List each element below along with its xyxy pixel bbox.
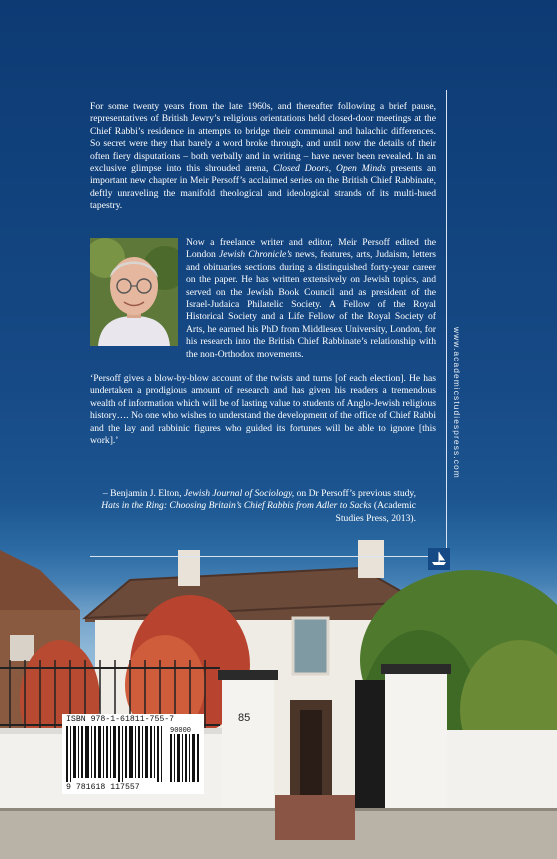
author-portrait <box>90 238 178 346</box>
bio-text-1: Now a freelance writer and editor, Meir Persoff edited the London <box>186 237 436 261</box>
review-attribution <box>90 488 416 525</box>
attribution-middle: on Dr Persoff’s previous study, <box>294 488 416 499</box>
barcode-bars <box>66 726 200 782</box>
publisher-url[interactable]: www.academicstudiespress.com <box>452 327 462 479</box>
attribution-prefix: – Benjamin J. Elton, <box>102 488 184 499</box>
blurb-book-title: Closed Doors, Open Minds <box>273 163 386 175</box>
barcode-digits: 9 781618 117557 <box>66 783 140 792</box>
attribution-journal: Jewish Journal of Sociology, <box>183 488 295 499</box>
attribution-suffix: (Academic Studies Press, 2013). <box>335 500 416 524</box>
book-blurb <box>90 101 436 213</box>
author-bio <box>186 237 436 361</box>
isbn-label: ISBN 978-1-61811-755-7 <box>66 715 175 724</box>
house-photo <box>0 540 557 859</box>
frame-rule-horizontal <box>90 556 447 557</box>
house-number: 85 <box>238 712 251 724</box>
blurb-text-2: presents an important new chapter in Meir Persoff’s acclaimed series on the British Chief Rabbinate, deftly unraveling the manifold theological and ideological strands of its multi-hued tapestry. <box>90 163 437 212</box>
isbn-barcode <box>62 714 204 794</box>
press-logo-icon <box>428 548 450 570</box>
barcode-addon: 90000 <box>170 727 192 735</box>
bio-text-2: news, features, arts, Judaism, letters and obituaries sections during a distinguished forty-year career on the paper. He has written extensively on Jewish topics, and served on the Jewish Book Council and as president of the Israel-Judaica Philatelic Society. A Fellow of the Royal Historical Society and a Life Fellow of the Royal Society of Arts, he earned his PhD from Middlesex University, London, for his research into the British Chief Rabbinate’s relationship with the non-Orthodox movements. <box>186 249 437 360</box>
attribution-book-title: Hats in the Ring: Choosing Britain’s Chief Rabbis from Adler to Sacks <box>101 500 372 512</box>
blurb-text-1: For some twenty years from the late 1960s, and thereafter following a brief pause, representatives of British Jewry’s religious orientations held closed-door meetings at the Chief Rabbi’s residence in attempts to bridge their communal and halachic differences. So secret were they that barely a word broke through, and until now the details of their often fiery disputations – both verbally and in writing – have never been revealed. In an exclusive glimpse into this shrouded arena, <box>90 101 436 175</box>
review-quote: ‘Persoff gives a blow-by-blow account of the twists and turns [of each election]. He has undertaken a prodigious amount of research and has given his readers a tremendous wealth of information which will be of lasting value to students of Anglo-Jewish religious history…. No one who wishes to understand the development of the office of Chief Rabbi and the lay and rabbinic figures who guided its fortunes will be able to ignore [this work].’ <box>90 373 436 447</box>
bio-paper-name: Jewish Chronicle’s <box>218 249 292 261</box>
